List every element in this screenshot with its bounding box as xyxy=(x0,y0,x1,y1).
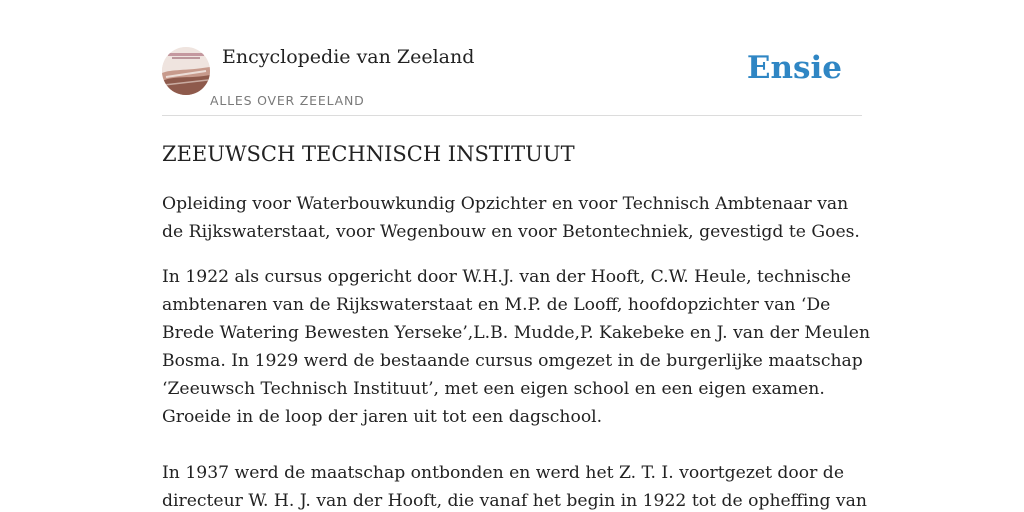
site-avatar[interactable] xyxy=(162,47,210,95)
ensie-logo-link[interactable]: Ensie xyxy=(746,50,842,86)
paragraph-line: Groeide in de loop der jaren uit tot een dagschool. xyxy=(162,407,603,427)
article-title: ZEEUWSCH TECHNISCH INSTITUUT xyxy=(162,142,575,166)
site-header xyxy=(162,40,862,116)
paragraph-line: ambtenaren van de Rijkswaterstaat en M.P. de Looff, hoofdopzichter van ‘De xyxy=(162,295,831,315)
article-content xyxy=(162,138,871,512)
paragraph-line: In 1922 als cursus opgericht door W.H.J. van der Hooft, C.W. Heule, technische xyxy=(162,267,852,287)
article-paragraph xyxy=(162,263,871,512)
article-paragraph xyxy=(162,190,862,246)
site-subtitle: ALLES OVER ZEELAND xyxy=(210,93,365,108)
paragraph-line: ‘Zeeuwsch Technisch Instituut’, met een eigen school en een eigen examen. xyxy=(162,379,825,399)
paragraph-line: Bosma. In 1929 werd de bestaande cursus omgezet in de burgerlijke maatschap xyxy=(162,351,863,371)
paragraph-line: Opleiding voor Waterbouwkundig Opzichter en voor Technisch Ambtenaar van xyxy=(162,194,849,214)
site-title-link[interactable]: Encyclopedie van Zeeland xyxy=(222,46,475,68)
paragraph-line: In 1937 werd de maatschap ontbonden en werd het Z. T. I. voortgezet door de xyxy=(162,463,844,483)
avatar-image-icon xyxy=(162,47,210,95)
paragraph-line: Brede Watering Bewesten Yerseke’,L.B. Mudde,P. Kakebeke en J. van der Meulen xyxy=(162,323,871,343)
paragraph-line: de Rijkswaterstaat, voor Wegenbouw en voor Betontechniek, gevestigd te Goes. xyxy=(162,222,860,242)
paragraph-line: directeur W. H. J. van der Hooft, die vanaf het begin in 1922 tot de opheffing van xyxy=(162,491,867,511)
paragraph-break xyxy=(162,431,862,459)
